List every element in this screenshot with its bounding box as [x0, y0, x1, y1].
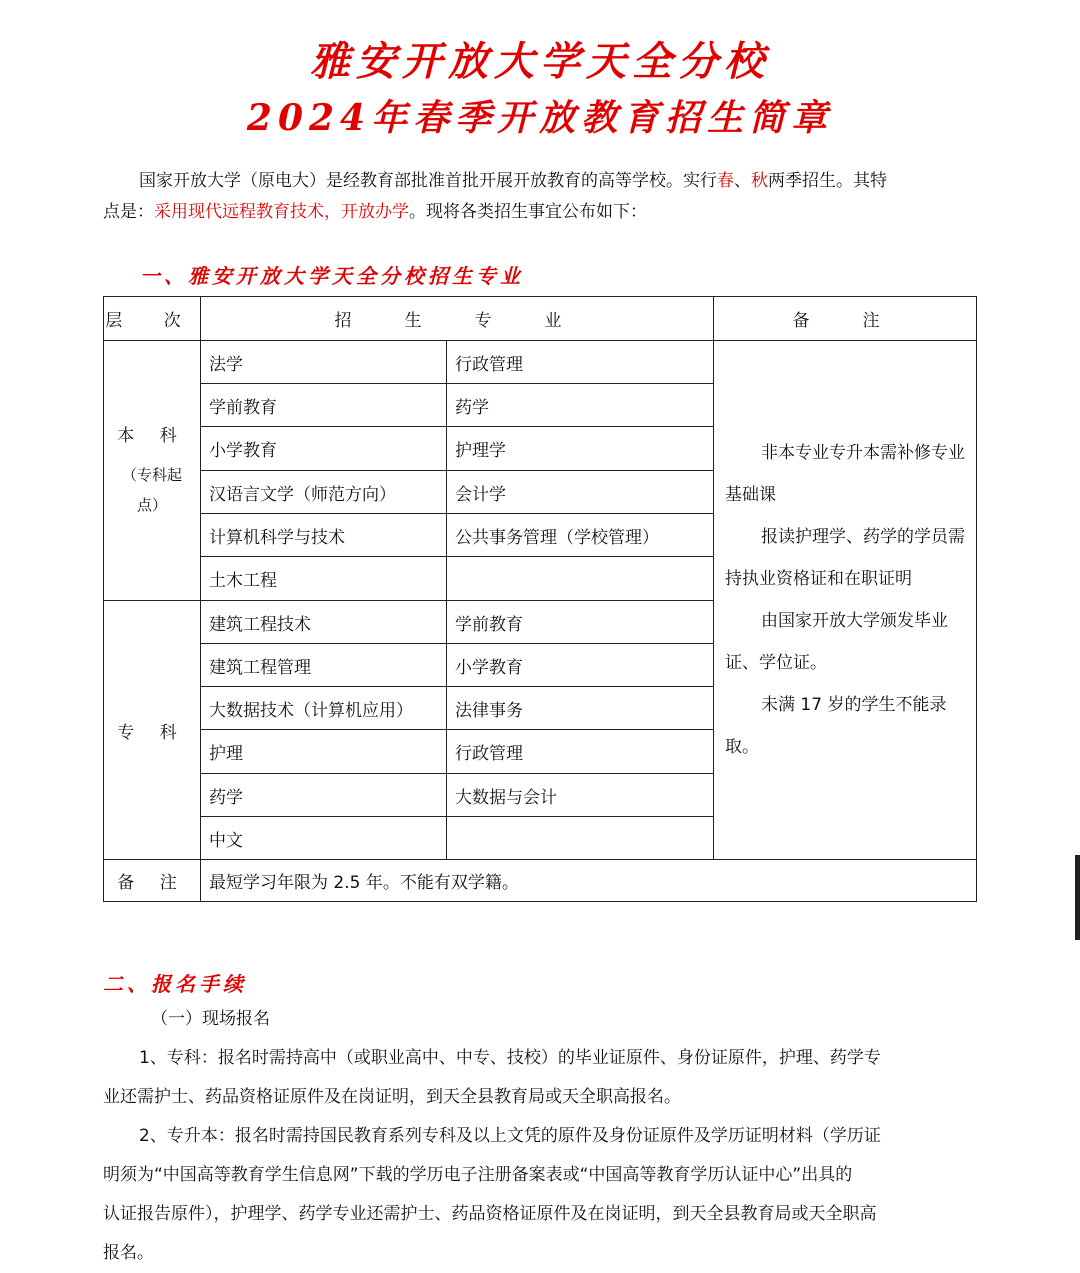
level-zhuanke-label: 专 科	[117, 722, 187, 743]
level-zhuanke	[104, 601, 200, 859]
note-item: 由国家开放大学颁发毕业证、学位证。	[725, 611, 948, 673]
major-cell: 学前教育	[455, 614, 523, 635]
subsection-onsite: （一）现场报名	[151, 1009, 270, 1029]
major-cell: 小学教育	[209, 441, 277, 461]
note-item: 未满 17 岁的学生不能录取。	[725, 695, 947, 757]
major-cell: 行政管理	[455, 744, 523, 764]
majors-table	[103, 296, 977, 902]
major-cell: 汉语言文学（师范方向）	[209, 484, 396, 505]
note-item: 报读护理学、药学的学员需持执业资格证和在职证明	[725, 527, 965, 589]
item-1-line-2: 业还需护士、药品资格证原件及在岗证明，到天全县教育局或天全职高报名。	[103, 1087, 681, 1107]
major-cell: 行政管理	[455, 354, 523, 375]
major-cell: 大数据技术（计算机应用）	[209, 700, 413, 721]
document-subtitle: 2024年春季开放教育招生简章	[246, 97, 834, 139]
intro-sep: 、	[734, 171, 751, 191]
document-title: 雅安开放大学天全分校	[310, 38, 770, 85]
intro-text-d: 。现将各类招生事宜公布如下：	[409, 202, 647, 222]
major-cell: 药学	[209, 787, 243, 808]
level-benke-label: 本 科	[117, 426, 187, 446]
intro-text-b: 两季招生。其特	[768, 171, 887, 191]
major-cell: 护理学	[455, 441, 506, 461]
major-cell: 法律事务	[455, 700, 523, 721]
major-cell: 护理	[209, 744, 243, 764]
major-cell: 会计学	[455, 484, 506, 505]
intro-text-c: 点是：	[103, 202, 154, 222]
major-cell	[447, 557, 713, 600]
level-benke-sub2: 点）	[136, 496, 167, 514]
major-cell: 小学教育	[455, 657, 523, 678]
major-cell: 公共事务管理（学校管理）	[455, 527, 659, 548]
intro-spring: 春	[717, 171, 734, 191]
major-cell: 法学	[209, 354, 243, 375]
major-cell: 中文	[209, 830, 243, 851]
header-notes: 备 注	[792, 311, 898, 331]
section-2-body	[103, 1000, 979, 1273]
header-majors: 招 生 专 业	[334, 311, 580, 331]
item-2-line-4: 报名。	[103, 1243, 154, 1263]
major-cell: 建筑工程技术	[209, 614, 311, 635]
header-level: 层 次	[105, 311, 199, 331]
major-cell: 药学	[455, 397, 489, 418]
item-2-line-1: 2、专升本：报名时需持国民教育系列专科及以上文凭的原件及身份证原件及学历证明材料（学历证	[139, 1126, 881, 1146]
major-cell: 土木工程	[209, 571, 277, 591]
intro-paragraph	[103, 166, 979, 228]
major-cell: 大数据与会计	[455, 787, 557, 808]
section-1-heading: 一、雅安开放大学天全分校招生专业	[140, 264, 524, 288]
major-cell: 学前教育	[209, 397, 277, 418]
intro-text-a: 国家开放大学（原电大）是经教育部批准首批开展开放教育的高等学校。实行	[139, 171, 717, 191]
level-benke-sub1: （专科起	[121, 466, 182, 484]
item-2-line-3: 认证报告原件），护理学、药学专业还需护士、药品资格证原件及在岗证明，到天全县教育局或天全职高	[103, 1204, 877, 1224]
note-item: 非本专业专升本需补修专业基础课	[725, 443, 965, 505]
major-cell: 建筑工程管理	[209, 657, 311, 678]
level-benke	[104, 341, 200, 600]
item-1-line-1: 1、专科：报名时需持高中（或职业高中、中专、技校）的毕业证原件、身份证原件，护理、药学专	[139, 1048, 881, 1068]
major-cell	[447, 817, 713, 859]
intro-highlight: 采用现代远程教育技术，开放办学	[154, 202, 409, 222]
scrollbar-thumb[interactable]	[1075, 855, 1080, 940]
notes-cell	[715, 341, 977, 859]
footer-text: 最短学习年限为 2.5 年。不能有双学籍。	[209, 873, 519, 893]
major-cell: 计算机科学与技术	[209, 527, 345, 548]
item-2-line-2: 明须为“中国高等教育学生信息网”下载的学历电子注册备案表或“中国高等教育学历认证中心”出具的	[103, 1165, 853, 1185]
section-2-heading: 二、报名手续	[103, 972, 247, 996]
footer-label: 备 注	[117, 873, 187, 893]
intro-autumn: 秋	[751, 171, 768, 191]
